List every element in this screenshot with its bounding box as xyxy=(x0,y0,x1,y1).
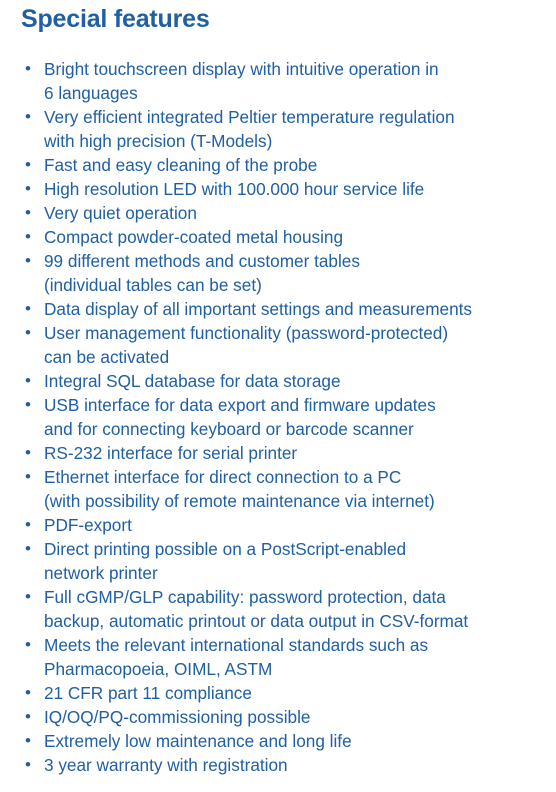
bullet-icon: • xyxy=(25,539,31,558)
list-item xyxy=(20,225,550,249)
list-item xyxy=(20,393,550,441)
list-item xyxy=(20,249,550,297)
list-item xyxy=(20,585,550,633)
list-item xyxy=(20,729,550,753)
bullet-icon: • xyxy=(25,683,31,702)
list-item xyxy=(20,537,550,585)
list-item xyxy=(20,465,550,513)
list-item xyxy=(20,633,550,681)
list-item-text: Meets the relevant international standards such as xyxy=(44,635,429,655)
list-item xyxy=(20,153,550,177)
list-item-text: User management functionality (password-protected) xyxy=(44,323,449,343)
bullet-icon: • xyxy=(25,155,31,174)
list-item-text: USB interface for data export and firmware updates xyxy=(44,395,436,415)
list-item-text: (individual tables can be set) xyxy=(44,275,262,295)
list-item xyxy=(20,441,550,465)
list-item-text: 99 different methods and customer tables xyxy=(44,251,360,271)
bullet-icon: • xyxy=(25,299,31,318)
list-item xyxy=(20,57,550,105)
list-item-text: Fast and easy cleaning of the probe xyxy=(44,155,318,175)
list-item xyxy=(20,201,550,225)
list-item-text: High resolution LED with 100.000 hour service life xyxy=(44,179,425,199)
bullet-icon: • xyxy=(25,179,31,198)
list-item-text: RS-232 interface for serial printer xyxy=(44,443,298,463)
bullet-icon: • xyxy=(25,371,31,390)
bullet-icon: • xyxy=(25,107,31,126)
list-item-text: Pharmacopoeia, OIML, ASTM xyxy=(44,659,273,679)
list-item-text: Bright touchscreen display with intuitive operation in xyxy=(44,59,439,79)
list-item xyxy=(20,321,550,369)
list-item-text: Compact powder-coated metal housing xyxy=(44,227,344,247)
list-item-text: backup, automatic printout or data output in CSV-format xyxy=(44,611,469,631)
bullet-icon: • xyxy=(25,443,31,462)
list-item-text: Extremely low maintenance and long life xyxy=(44,731,352,751)
list-item-text: with high precision (T-Models) xyxy=(44,131,273,151)
list-item xyxy=(20,297,550,321)
bullet-icon: • xyxy=(25,635,31,654)
list-item-text: can be activated xyxy=(44,347,170,367)
bullet-icon: • xyxy=(25,251,31,270)
bullet-icon: • xyxy=(25,203,31,222)
list-item-text: IQ/OQ/PQ-commissioning possible xyxy=(44,707,311,727)
list-item xyxy=(20,369,550,393)
list-item-text: Ethernet interface for direct connection to a PC xyxy=(44,467,402,487)
bullet-icon: • xyxy=(25,587,31,606)
list-item xyxy=(20,177,550,201)
list-item-text: 6 languages xyxy=(44,83,138,103)
bullet-icon: • xyxy=(25,707,31,726)
list-item-text: Data display of all important settings and measurements xyxy=(44,299,472,319)
list-item-text: 21 CFR part 11 compliance xyxy=(44,683,252,703)
list-item-text: Very quiet operation xyxy=(44,203,197,223)
list-item-text: Very efficient integrated Peltier temperature regulation xyxy=(44,107,455,127)
list-item-text: Direct printing possible on a PostScript-enabled xyxy=(44,539,407,559)
bullet-icon: • xyxy=(25,227,31,246)
list-item-text: network printer xyxy=(44,563,158,583)
list-item xyxy=(20,753,550,777)
bullet-icon: • xyxy=(25,395,31,414)
list-item xyxy=(20,705,550,729)
list-item-text: (with possibility of remote maintenance via internet) xyxy=(44,491,435,511)
bullet-icon: • xyxy=(25,323,31,342)
bullet-icon: • xyxy=(25,755,31,774)
list-item xyxy=(20,105,550,153)
list-item-text: and for connecting keyboard or barcode scanner xyxy=(44,419,414,439)
bullet-icon: • xyxy=(25,515,31,534)
list-item xyxy=(20,681,550,705)
bullet-icon: • xyxy=(25,731,31,750)
list-item-text: Full cGMP/GLP capability: password protection, data xyxy=(44,587,446,607)
bullet-icon: • xyxy=(25,59,31,78)
section-title: Special features xyxy=(21,5,210,33)
list-item-text: 3 year warranty with registration xyxy=(44,755,288,775)
list-item-text: PDF-export xyxy=(44,515,132,535)
list-item xyxy=(20,513,550,537)
bullet-icon: • xyxy=(25,467,31,486)
list-item-text: Integral SQL database for data storage xyxy=(44,371,341,391)
features-list xyxy=(20,57,550,777)
